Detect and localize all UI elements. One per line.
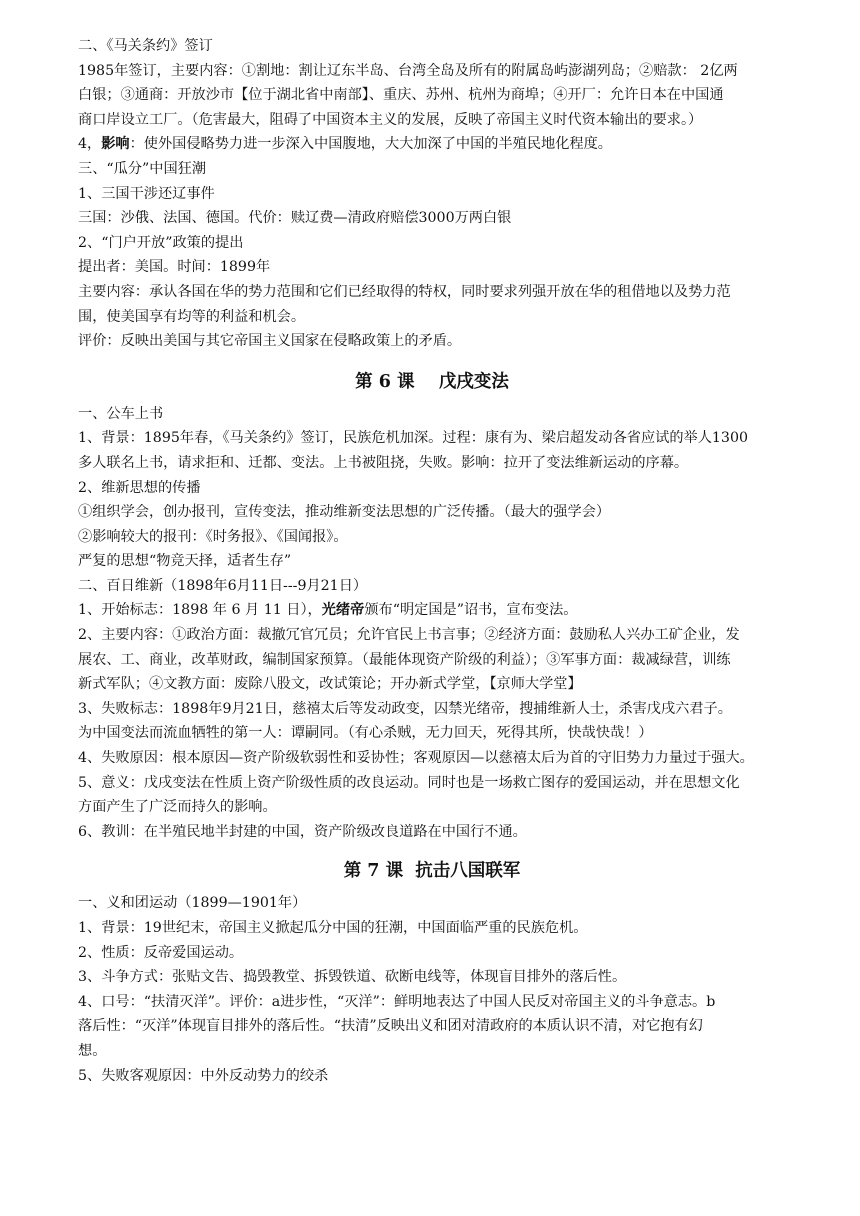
text-line: 2、性质：反帝爱国运动。 [78,944,244,961]
text-line: 1、背景：19世纪末，帝国主义掀起瓜分中国的狂潮，中国面临严重的民族危机。 [78,920,588,936]
start-sign-prefix: 1、开始标志：1898 年 6 月 11 日）， [78,602,322,619]
text-line: 多人联名上书，请求拒和、迁都、变法。上书被阻挠，失败。影响：拉开了变法维新运动的序幕。 [78,454,689,471]
text-line: 三、“瓜分”中国狂潮 [78,160,207,177]
text-line: 严复的思想“物竞天择，适者生存” [78,553,292,570]
text-line: 白银；③通商：开放沙市【位于湖北省中南部】、重庆、苏州、杭州为商埠；④开厂：允许日本在中国通 [78,87,724,104]
lesson7-body [78,891,786,1088]
lesson6-part1 [78,402,786,599]
influence-line [78,132,786,157]
lesson7-title: 第 7 课 抗击八国联军 [343,861,521,882]
text-line: 4、失败原因：根本原因—资产阶级软弱性和妥协性；客观原因—以慈禧太后为首的守旧势力力量过于强大。 [78,750,754,767]
text-line: 想。 [78,1042,107,1059]
text-line: 1、三国干涉还辽事件 [78,185,215,202]
text-line: 二、百日维新（1898年6月11日---9月21日） [78,577,368,594]
text-line: 商口岸设立工厂。（危害最大，阻碍了中国资本主义的发展，反映了帝国主义时代资本输出的要求。） [78,111,703,128]
lesson6-title: 第 6 课 戊戌变法 [355,371,509,392]
text-line: 提出者：美国。时间：1899年 [78,259,271,276]
text-line: 主要内容：承认各国在华的势力范围和它们已经取得的特权，同时要求列强开放在华的租借地以及势力范 [78,283,731,300]
text-line: 3、斗争方式：张贴文告、捣毁教堂、拆毁铁道、砍断电线等，体现盲目排外的落后性。 [78,969,627,986]
text-line: 4、口号：“扶清灭洋”。评价：a进步性，“灭洋”：鲜明地表达了中国人民反对帝国主义的斗争意志。b [78,993,716,1010]
text-line: 3、失败标志：1898年9月21日，慈禧太后等发动政变，囚禁光绪帝，搜捕维新人士，杀害戊戌六君子。 [78,700,732,717]
influence-prefix: 4， [78,136,102,153]
document-page [78,34,786,1088]
text-line: 方面产生了广泛而持久的影响。 [78,799,277,816]
lesson6-part2 [78,623,786,844]
text-line: 2、“门户开放”政策的提出 [78,234,244,251]
text-line: 1、背景：1895年春，《马关条约》签订，民族危机加深。过程：康有为、梁启超发动各省应试的举人1300 [78,430,749,447]
text-line: 围，使美国享有均等的利益和机会。 [78,308,306,325]
text-line: 2、主要内容：①政治方面：裁撤冗官冗员；允许官民上书言事；②经济方面：鼓励私人兴办工矿企业，发 [78,627,740,644]
text-line: 二、《马关条约》签订 [78,38,213,54]
text-line: 一、义和团运动（1899—1901年） [78,895,307,912]
text-line: 5、失败客观原因：中外反动势力的绞杀 [78,1067,329,1084]
text-line: 一、公车上书 [78,405,164,422]
text-line: 5、意义：戊戌变法在性质上资产阶级性质的改良运动。同时也是一场救亡图存的爱国运动，并在思想文化 [78,774,740,791]
influence-label: 影响 [101,136,130,153]
text-line: 评价：反映出美国与其它帝国主义国家在侵略政策上的矛盾。 [78,333,462,350]
influence-text: ：使外国侵略势力进一步深入中国腹地，大大加深了中国的半殖民地化程度。 [129,136,612,153]
guangxu-emperor: 光绪帝 [321,602,365,619]
start-sign-line [78,598,786,623]
text-line: 新式军队；④文教方面：废除八股文，改试策论；开办新式学堂，【京师大学堂】 [78,676,582,693]
text-line: 三国：沙俄、法国、德国。代价：赎辽费—清政府赔偿3000万两白银 [78,210,512,227]
treaty-section [78,34,786,132]
text-line: 6、教训：在半殖民地半封建的中国，资产阶级改良道路在中国行不通。 [78,823,527,840]
text-line: 为中国变法而流血牺牲的第一人：谭嗣同。（有心杀贼，无力回天，死得其所，快哉快哉！） [78,725,653,742]
text-line: 2、维新思想的传播 [78,479,201,496]
start-sign-suffix: 颁布“明定国是”诏书，宣布变法。 [364,602,578,619]
text-line: 1985年签订，主要内容：①割地：割让辽东半岛、台湾全岛及所有的附属岛屿澎湖列岛；②赔款： 2亿两 [78,62,738,79]
text-line: ①组织学会，创办报刊，宣传变法，推动维新变法思想的广泛传播。（最大的强学会） [78,504,611,521]
partition-section [78,157,786,354]
text-line: 展农、工、商业，改革财政，编制国家预算。（最能体现资产阶级的利益）；③军事方面：裁减绿营，训练 [78,651,731,668]
text-line: ②影响较大的报刊：《时务报》、《国闻报》。 [78,528,348,545]
text-line: 落后性：“灭洋”体现盲目排外的落后性。“扶清”反映出义和团对清政府的本质认识不清，对它抱有幻 [78,1018,703,1035]
